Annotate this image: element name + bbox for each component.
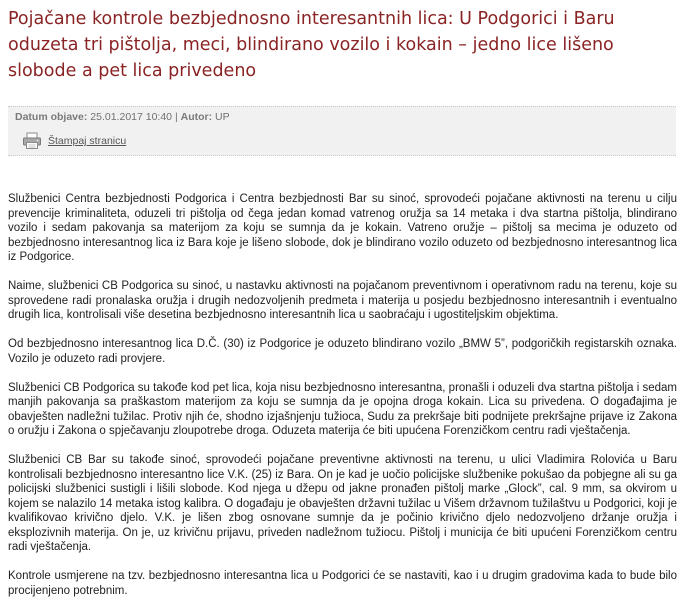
article-paragraph: Službenici Centra bezbjednosti Podgorica i Centra bezbjednosti Bar su sinoć, sprovodeći pojačane aktivnosti na terenu u cilju prevencije kriminaliteta, oduzeli tri pištolja od čega jedan komad vatrenog oružja sa 14 metaka i dva startna pištolja, blindirano vozilo i sedam pakovanja sa materijom za koju se sumnja da je kokain. Vatreno oružje – pištolj sa mecima je oduzeto od bezbjednosno interesantnog lica iz Bara koje je lišeno slobode, dok je blindirano vozilo oduzeto od bezbjednosno interesantnog lica iz Podgorice. bbox=[8, 193, 677, 263]
date-label: Datum objave: bbox=[15, 111, 88, 123]
publish-info bbox=[15, 111, 230, 123]
article-paragraph: Kontrole usmjerene na tzv. bezbjednosno interesantna lica u Podgorici će se nastaviti, kao i u drugim gradovima kada to bude bilo procijenjeno potrebnim. bbox=[8, 570, 677, 597]
article-body bbox=[8, 192, 677, 613]
author-value: UP bbox=[215, 111, 230, 123]
printer-icon[interactable] bbox=[22, 132, 42, 150]
article-paragraph: Od bezbjednosno interesantnog lica D.Č. (30) iz Podgorice je oduzeto blindirano vozilo „BMW 5”, podgoričkih registarskih oznaka. Vozilo je oduzeto radi provjere. bbox=[8, 338, 677, 365]
author-label: Autor: bbox=[180, 111, 213, 123]
article-paragraph: Službenici CB Bar su takođe sinoć, sprovodeći pojačane preventivne aktivnosti na terenu, u ulici Vladimira Rolovića u Baru kontrolisali bezbjednosno interesantno lice V.K. (25) iz Bara. On je kad je uočio policijske službenike pokušao da pobjegne ali su ga policijski službenici sustigli i lišili slobode. Kod njega u džepu od jakne pronađen pištolj marke „Glock”, cal. 9 mm, sa okvirom u kojem se nalazilo 14 metaka istog kalibra. O događaju je obavješten državni tužilac u Višem državnom tužilaštvu u Podgorici, koji je kvalifikovao krivično djelo. V.K. je lišen zbog osnovane sumnje da je počinio krivično djelo nedozvoljeno držanje oružja i eksplozivnih materija. On je, uz krivičnu prijavu, priveden nadležnom tužiocu. Pištolj i municija će biti upućeni Forenzičkom centru radi vještačenja. bbox=[8, 454, 677, 553]
article-paragraph: Službenici CB Podgorica su takođe kod pet lica, koja nisu bezbjednosno interesantna, pronašli i oduzeli dva startna pištolja i sedam manjih pakovanja sa praškastom materijom za koju se sumnja da je opojna droga kokain. Lica su privedena. O događajima je obavješten nadležni tužilac. Protiv njih će, shodno izjašnjenju tužioca, Sudu za prekršaje biti podnijete prekršajne prijave iz Zakona o oružju i Zakona o spječavanju zloupotrebe droga. Oduzeta materija će biti upućena Forenzičkom centru radi vještačenja. bbox=[8, 381, 677, 437]
article-paragraph: Naime, službenici CB Podgorica su sinoć, u nastavku aktivnosti na pojačanom preventivnom i operativnom radu na terenu, koje su sprovedene radi pronalaska oružja i drugih nedozvoljenih predmeta i materija u posjedu bezbjednosno interesantnih i eventualno drugih lica, kontrolisali više desetina bezbjednosno interesantnih lica u saobraćaju i ugostiteljskim objektima. bbox=[8, 280, 677, 321]
date-value: 25.01.2017 10:40 bbox=[90, 111, 173, 123]
print-page-link[interactable]: Štampaj stranicu bbox=[48, 135, 127, 147]
article-title: Pojačane kontrole bezbjednosno interesantnih lica: U Podgorici i Baru oduzeta tri pištolja, meci, blindirano vozilo i kokain – jedno lice lišeno slobode a pet lica privedeno bbox=[8, 9, 615, 81]
article-meta-box bbox=[8, 106, 676, 156]
print-page-action[interactable] bbox=[22, 131, 126, 151]
meta-separator: | bbox=[174, 111, 178, 123]
